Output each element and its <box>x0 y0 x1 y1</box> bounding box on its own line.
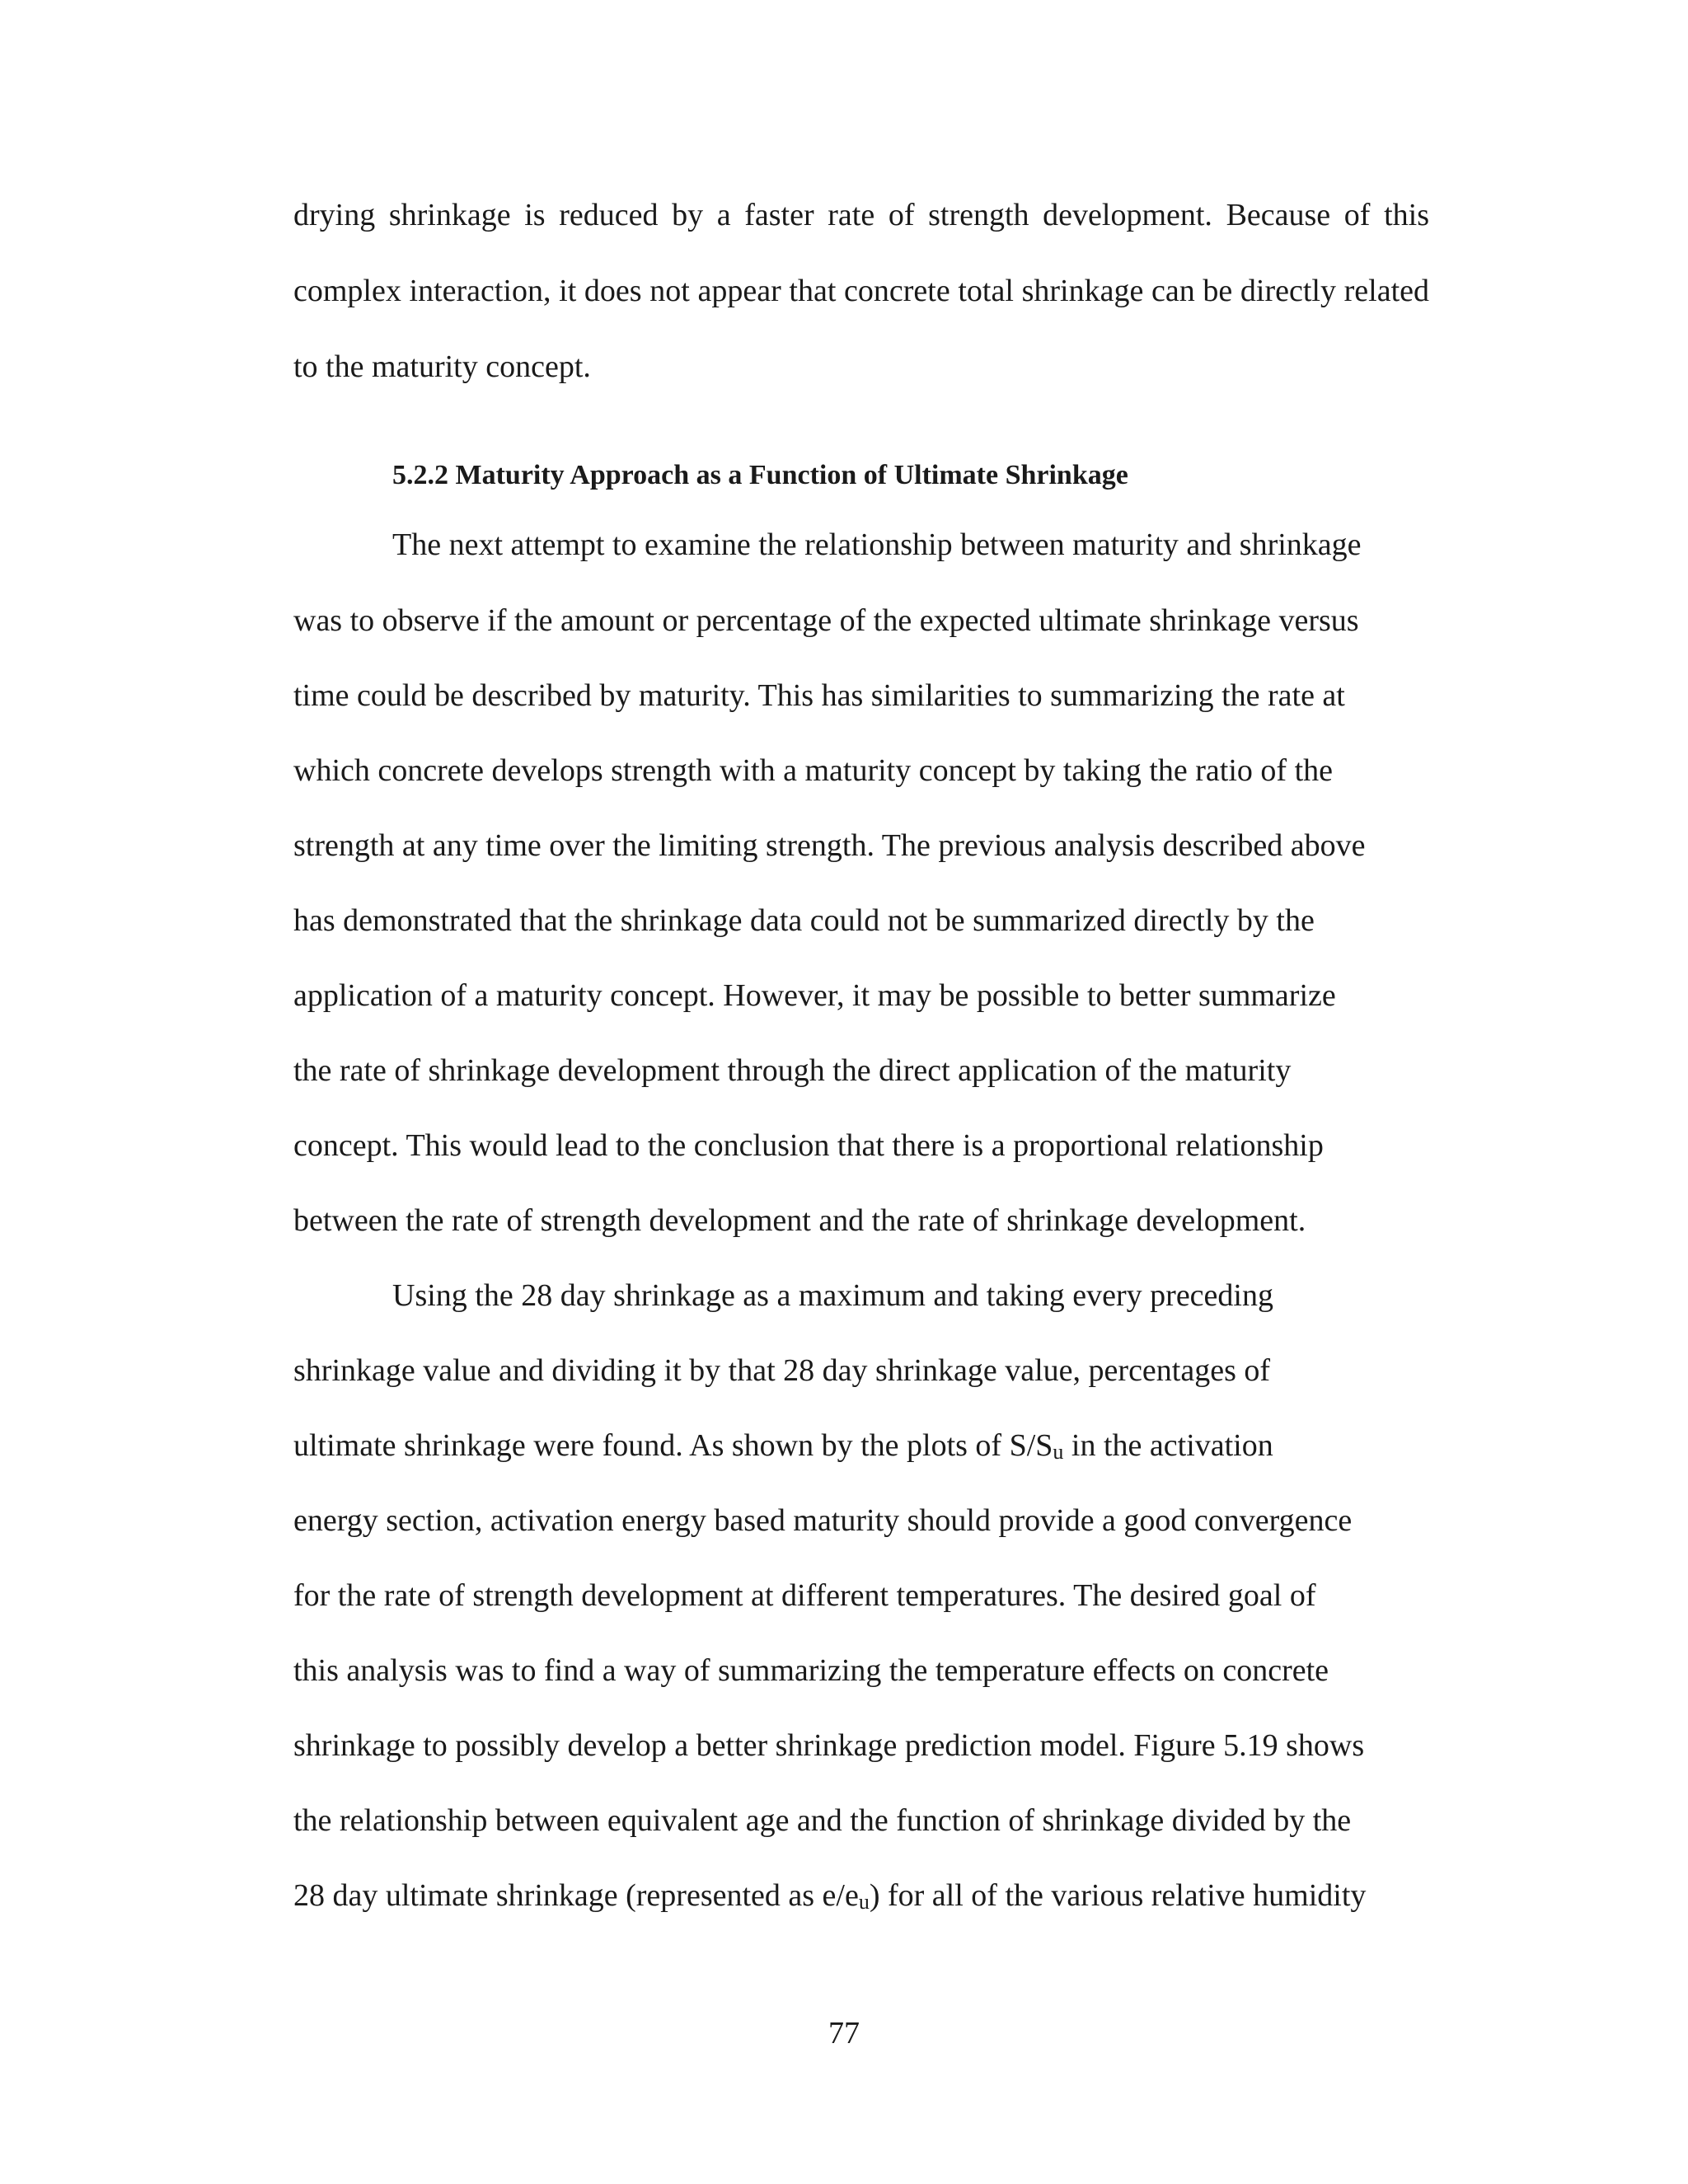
text-segment: ultimate shrinkage were found. As shown by the plots of S/S <box>293 1428 1053 1463</box>
section-heading: 5.2.2 Maturity Approach as a Function of Ultimate Shrinkage <box>392 460 1128 490</box>
body-text-line: to the maturity concept. <box>293 349 591 384</box>
body-text-line: Using the 28 day shrinkage as a maximum and taking every preceding <box>392 1278 1273 1313</box>
body-text-line <box>293 1427 1273 1465</box>
body-text-line: drying shrinkage is reduced by a faster rate of strength development. Because of this <box>293 198 1429 232</box>
body-text-line: application of a maturity concept. However, it may be possible to better summarize <box>293 978 1336 1013</box>
body-text-line: concept. This would lead to the conclusion that there is a proportional relationship <box>293 1128 1324 1163</box>
text-segment: 28 day ultimate shrinkage (represented as e/e <box>293 1878 859 1913</box>
body-text-line: between the rate of strength development and the rate of shrinkage development. <box>293 1203 1306 1238</box>
body-text-line: strength at any time over the limiting strength. The previous analysis described above <box>293 828 1366 863</box>
body-text-line: was to observe if the amount or percentage of the expected ultimate shrinkage versus <box>293 603 1359 638</box>
subscript: u <box>858 1890 870 1914</box>
body-text-line: shrinkage value and dividing it by that 28 day shrinkage value, percentages of <box>293 1353 1271 1388</box>
body-text-line: The next attempt to examine the relationship between maturity and shrinkage <box>392 527 1362 562</box>
page-number: 77 <box>828 2016 860 2050</box>
body-text-line: complex interaction, it does not appear that concrete total shrinkage can be directly related <box>293 274 1429 308</box>
body-text-line: has demonstrated that the shrinkage data could not be summarized directly by the <box>293 903 1315 938</box>
body-text-line: shrinkage to possibly develop a better shrinkage prediction model. Figure 5.19 shows <box>293 1728 1365 1763</box>
body-text-line: the relationship between equivalent age and the function of shrinkage divided by the <box>293 1803 1352 1838</box>
body-text-line <box>293 1877 1366 1915</box>
body-text-line: this analysis was to find a way of summarizing the temperature effects on concrete <box>293 1653 1329 1688</box>
body-text-line: for the rate of strength development at different temperatures. The desired goal of <box>293 1578 1316 1613</box>
subscript: u <box>1053 1440 1064 1464</box>
body-text-line: energy section, activation energy based maturity should provide a good convergence <box>293 1503 1353 1538</box>
text-segment: in the activation <box>1063 1428 1273 1463</box>
body-text-line: time could be described by maturity. This has similarities to summarizing the rate at <box>293 678 1345 713</box>
body-text-line: which concrete develops strength with a maturity concept by taking the ratio of the <box>293 753 1333 788</box>
body-text-line: the rate of shrinkage development through the direct application of the maturity <box>293 1053 1292 1088</box>
text-segment: ) for all of the various relative humidity <box>869 1878 1367 1913</box>
